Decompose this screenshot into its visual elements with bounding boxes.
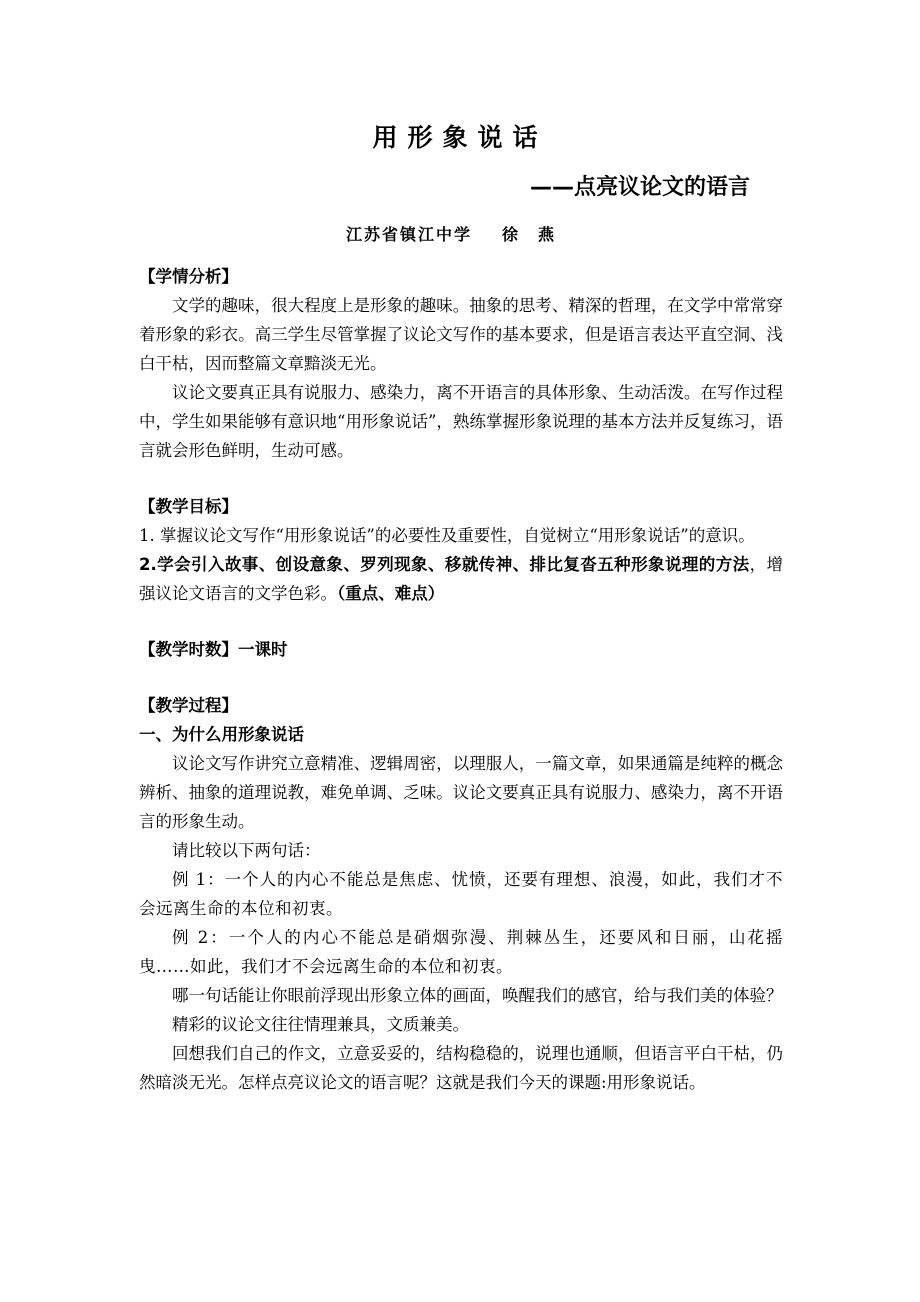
spacer: [139, 608, 783, 635]
document-body: [139, 262, 783, 1097]
goal-2: [139, 550, 783, 608]
process-paragraph-1: 议论文写作讲究立意精准、逻辑周密，以理服人，一篇文章，如果通篇是纯粹的概念辨析、抽象的道理说教，难免单调、乏味。议论文要真正具有说服力、感染力，离不开语言的形象生动。: [139, 754, 783, 831]
spacer: [139, 465, 783, 492]
section-heading-analysis: 【学情分析】: [139, 267, 238, 286]
school-name: 江苏省镇江中学: [345, 225, 472, 244]
process-paragraph-3: 哪一句话能让你眼前浮现出形象立体的画面，唤醒我们的感官，给与我们美的体验？: [172, 986, 783, 1005]
process-paragraph-4: 精彩的议论文往往情理兼具，文质兼美。: [172, 1015, 469, 1034]
goal-2-rest: ，增强议论文语言的文学色彩。: [139, 555, 784, 603]
example-2: 例 2：一个人的内心不能总是硝烟弥漫、荆棘丛生，还要风和日丽，山花摇曳……如此，我们才不会远离生命的本位和初衷。: [139, 928, 783, 976]
process-paragraph-2: 请比较以下两句话：: [172, 841, 321, 860]
section-heading-process: 【教学过程】: [139, 696, 238, 715]
goal-2-methods: 2.学会引入故事、创设意象、罗列现象、移就传神、排比复沓五种形象说理的方法: [139, 555, 750, 574]
process-paragraph-5: 回想我们自己的作文，立意妥妥的，结构稳稳的，说理也通顺，但语言平白干枯，仍然暗淡无光。怎样点亮议论文的语言呢？这就是我们今天的课题:用形象说话。: [139, 1044, 783, 1092]
spacer: [139, 664, 783, 691]
hours-value: 一课时: [238, 640, 288, 659]
section-heading-hours: [139, 635, 783, 664]
analysis-paragraph-2: 议论文要真正具有说服力、感染力，离不开语言的具体形象、生动活泼。在写作过程中，学生如果能够有意识地“用形象说话”，熟练掌握形象说理的基本方法并反复练习，语言就会形色鲜明，生动可感。: [139, 383, 783, 460]
process-subheading-1: 一、为什么用形象说话: [139, 725, 304, 744]
goal-2-key-points: （重点、难点）: [337, 584, 445, 603]
document-subtitle: ——点亮议论文的语言: [530, 175, 751, 200]
hours-label: 【教学时数】: [139, 640, 238, 659]
document-title: 用形象说话: [372, 123, 548, 152]
example-1: 例 1：一个人的内心不能总是焦虑、忧愤，还要有理想、浪漫，如此，我们才不会远离生命的本位和初衷。: [139, 870, 783, 918]
author-name: 徐燕: [502, 225, 575, 244]
author-line: [0, 222, 920, 245]
goal-1: 1. 掌握议论文写作“用形象说话”的必要性及重要性，自觉树立“用形象说话”的意识。: [139, 526, 755, 545]
analysis-paragraph-1: 文学的趣味，很大程度上是形象的趣味。抽象的思考、精深的哲理，在文学中常常穿着形象的彩衣。高三学生尽管掌握了议论文写作的基本要求，但是语言表达平直空洞、浅白干枯，因而整篇文章黯淡无光。: [139, 296, 783, 373]
section-heading-goals: 【教学目标】: [139, 497, 238, 516]
